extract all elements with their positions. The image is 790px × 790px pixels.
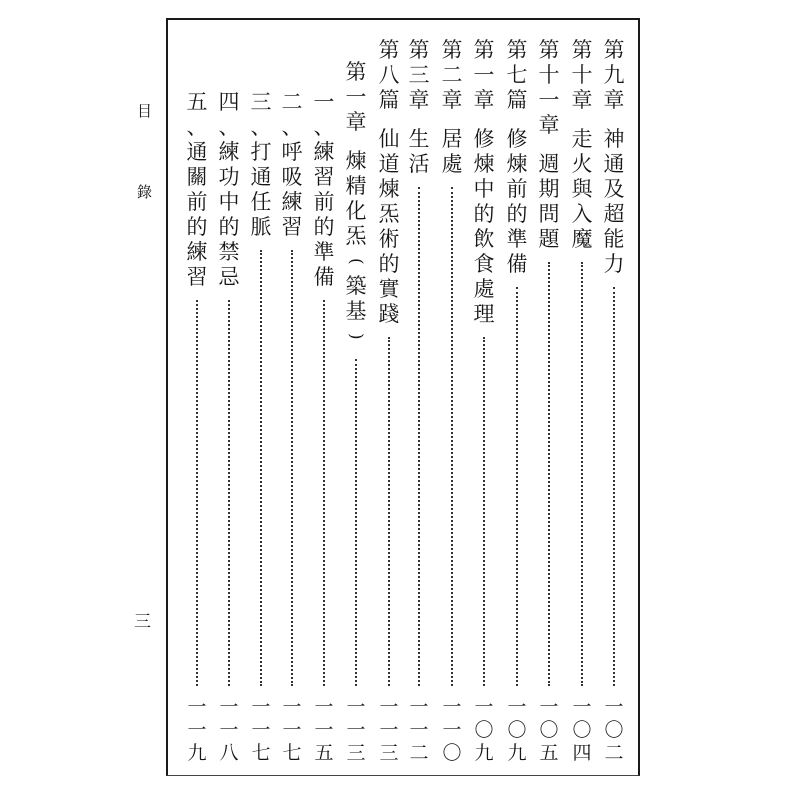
toc-text	[438, 38, 466, 177]
dot-leader	[483, 337, 487, 686]
page-number-char: 一	[314, 719, 334, 741]
toc-title-char: 活	[408, 152, 430, 176]
dot-leader	[581, 262, 585, 686]
toc-title-char: 食	[473, 252, 495, 276]
toc-title-char: 備	[506, 252, 528, 276]
page-number-char: 一	[219, 696, 239, 718]
dot-leader	[291, 250, 295, 686]
page-number-char: 一	[474, 696, 494, 718]
toc-title-char: 五	[186, 90, 208, 114]
toc-entry[interactable]	[375, 0, 403, 790]
toc-label-char: 十	[571, 63, 593, 87]
toc-title-char: 魔	[571, 227, 593, 251]
toc-title-char: 居	[441, 127, 463, 151]
toc-title-char: 踐	[378, 302, 400, 326]
page-number-char: 一	[409, 719, 429, 741]
page-number-char: 七	[251, 742, 271, 764]
toc-title	[405, 127, 433, 177]
toc-title-char: 煉	[473, 152, 495, 176]
toc-label-char: 章	[603, 88, 625, 112]
toc-title-char: 、	[250, 115, 272, 139]
page-number-char: 八	[219, 742, 239, 764]
toc-title-char: 處	[473, 277, 495, 301]
toc-label-char: 八	[378, 63, 400, 87]
toc-title	[503, 127, 531, 277]
page-number-char: 〇	[474, 719, 494, 741]
toc-title-char: 練	[313, 140, 335, 164]
toc-title-char: 呼	[281, 140, 303, 164]
toc-title-char: 修	[473, 127, 495, 151]
toc-entry[interactable]	[278, 0, 306, 790]
toc-title	[438, 127, 466, 177]
page-number-char: 九	[474, 742, 494, 764]
toc-label-char: 第	[408, 38, 430, 62]
toc-text	[568, 38, 596, 252]
toc-text	[278, 90, 306, 240]
toc-title	[247, 90, 275, 240]
toc-title-char: 二	[281, 90, 303, 114]
toc-title-char: 週	[538, 152, 560, 176]
toc-title	[375, 127, 403, 327]
toc-title-char: 、	[313, 115, 335, 139]
toc-title-char: 處	[441, 152, 463, 176]
page-number-char: 一	[187, 719, 207, 741]
toc-title-char: 炁	[345, 224, 367, 248]
page-number-char: 一	[346, 719, 366, 741]
running-head-char: 錄	[137, 183, 153, 201]
toc-label-char: 章	[538, 113, 560, 137]
toc-label	[568, 38, 596, 113]
toc-title-char: 前	[313, 190, 335, 214]
page-number-char: 〇	[442, 742, 462, 764]
toc-title-char: 術	[378, 227, 400, 251]
page-number-char: 〇	[507, 719, 527, 741]
toc-title-char: 仙	[378, 127, 400, 151]
toc-title-char: 四	[218, 90, 240, 114]
toc-title-char: 的	[313, 215, 335, 239]
toc-label-char: 第	[571, 38, 593, 62]
toc-title-char: 修	[506, 127, 528, 151]
toc-entry[interactable]	[600, 0, 628, 790]
toc-entry[interactable]	[438, 0, 466, 790]
toc-title	[215, 90, 243, 290]
dot-leader	[196, 300, 200, 686]
toc-label	[470, 38, 498, 113]
toc-title	[535, 152, 563, 252]
page-number-char: 一	[604, 696, 624, 718]
page-number-char: 三	[346, 742, 366, 764]
page-number-char: 四	[572, 742, 592, 764]
toc-page-number	[375, 696, 403, 765]
dot-leader	[516, 287, 520, 686]
toc-title-char: 問	[538, 202, 560, 226]
page-number-char: 一	[314, 696, 334, 718]
toc-title-char: 、	[186, 115, 208, 139]
toc-title-char: 三	[250, 90, 272, 114]
toc-text	[247, 90, 275, 240]
toc-text	[470, 38, 498, 327]
toc-title	[310, 90, 338, 290]
toc-title-char: 煉	[378, 177, 400, 201]
toc-title-char: 練	[218, 140, 240, 164]
dot-leader	[418, 187, 422, 686]
toc-title-char: 道	[378, 152, 400, 176]
toc-title-char: 火	[571, 152, 593, 176]
toc-title-char: 與	[571, 177, 593, 201]
toc-label-char: 一	[538, 88, 560, 112]
toc-title-char: 題	[538, 227, 560, 251]
toc-page-number	[600, 696, 628, 765]
toc-label-char: 章	[571, 88, 593, 112]
toc-entry[interactable]	[310, 0, 338, 790]
page-number-char: 一	[346, 696, 366, 718]
toc-title-char: 習	[313, 165, 335, 189]
page-number-char: 一	[282, 719, 302, 741]
toc-title-char: 煉	[506, 152, 528, 176]
toc-label	[342, 60, 370, 135]
toc-title-char: 煉	[345, 149, 367, 173]
page-number-char: 一	[379, 719, 399, 741]
toc-page-number	[535, 696, 563, 765]
toc-text	[503, 38, 531, 277]
toc-title-char: 的	[378, 252, 400, 276]
dot-leader	[260, 250, 264, 686]
page-number: 三	[134, 612, 151, 632]
toc-title-char: (	[346, 258, 366, 265]
toc-text	[600, 38, 628, 277]
toc-label-char: 第	[473, 38, 495, 62]
toc-label-char: 第	[441, 38, 463, 62]
toc-label	[503, 38, 531, 113]
toc-title-char: 練	[281, 190, 303, 214]
dot-leader	[451, 187, 455, 686]
toc-title-char: 超	[603, 202, 625, 226]
toc-text	[310, 90, 338, 290]
page-number-char: 〇	[604, 719, 624, 741]
toc-label	[405, 38, 433, 113]
toc-page-number	[247, 696, 275, 765]
page-number-char: 一	[282, 696, 302, 718]
toc-entry[interactable]	[503, 0, 531, 790]
toc-title-char: 一	[313, 90, 335, 114]
page-number-char: 一	[251, 719, 271, 741]
page-number-char: 二	[604, 742, 624, 764]
toc-label-char: 第	[345, 60, 367, 84]
toc-label	[438, 38, 466, 113]
toc-page-number	[183, 696, 211, 765]
toc-label-char: 章	[408, 88, 430, 112]
toc-title	[600, 127, 628, 277]
running-head-char: 目	[137, 102, 153, 120]
page-number-char: 〇	[572, 719, 592, 741]
toc-label-char: 二	[441, 63, 463, 87]
toc-entry[interactable]	[215, 0, 243, 790]
page-number-char: 一	[539, 696, 559, 718]
toc-title-char: 備	[313, 265, 335, 289]
toc-entry[interactable]	[470, 0, 498, 790]
toc-title-char: 入	[571, 202, 593, 226]
page-number-char: 一	[572, 696, 592, 718]
toc-title-char: 的	[506, 202, 528, 226]
toc-label-char: 第	[603, 38, 625, 62]
toc-title-char: 、	[218, 115, 240, 139]
page-number-char: 〇	[539, 719, 559, 741]
page-number-char: 一	[442, 696, 462, 718]
toc-title-char: 的	[473, 202, 495, 226]
toc-page-number	[568, 696, 596, 765]
toc-title-char: )	[346, 333, 366, 340]
toc-title-char: 化	[345, 199, 367, 223]
dot-leader	[323, 300, 327, 686]
page-number-char: 七	[282, 742, 302, 764]
dot-leader	[613, 287, 617, 686]
toc-title-char: 及	[603, 177, 625, 201]
toc-title-char: 任	[250, 190, 272, 214]
toc-title-char: 功	[218, 165, 240, 189]
page-number-char: 一	[507, 696, 527, 718]
toc-title-char: 準	[313, 240, 335, 264]
toc-label-char: 第	[378, 38, 400, 62]
toc-entry[interactable]	[405, 0, 433, 790]
toc-label	[600, 38, 628, 113]
toc-title-char: 忌	[218, 265, 240, 289]
toc-text	[535, 38, 563, 252]
toc-title	[568, 127, 596, 252]
toc-label-char: 十	[538, 63, 560, 87]
page-number-char: 一	[379, 696, 399, 718]
toc-title-char: 通	[186, 140, 208, 164]
toc-title-char: 關	[186, 165, 208, 189]
toc-title	[183, 90, 211, 290]
toc-title	[342, 149, 370, 349]
toc-page-number	[215, 696, 243, 765]
toc-label-char: 章	[473, 88, 495, 112]
toc-title-char: 習	[281, 215, 303, 239]
toc-title-char: 飲	[473, 227, 495, 251]
page-number-char: 一	[442, 719, 462, 741]
page-number-char: 一	[251, 696, 271, 718]
toc-label-char: 一	[345, 85, 367, 109]
toc-title-char: 期	[538, 177, 560, 201]
toc-title-char: 通	[250, 165, 272, 189]
toc-title-char: 中	[218, 190, 240, 214]
toc-label-char: 一	[473, 63, 495, 87]
toc-title-char: 築	[345, 274, 367, 298]
toc-title-char: 神	[603, 127, 625, 151]
toc-label-char: 三	[408, 63, 430, 87]
toc-title-char: 生	[408, 127, 430, 151]
toc-title-char: 實	[378, 277, 400, 301]
page-number-char: 一	[187, 696, 207, 718]
toc-entry[interactable]	[535, 0, 563, 790]
toc-title-char: 脈	[250, 215, 272, 239]
toc-title-char: 前	[186, 190, 208, 214]
toc-label-char: 第	[538, 38, 560, 62]
toc-label-char: 第	[506, 38, 528, 62]
dot-leader	[388, 337, 392, 686]
toc-label-char: 章	[345, 110, 367, 134]
page-number-char: 九	[187, 742, 207, 764]
toc-text	[183, 90, 211, 290]
toc-title-char: 吸	[281, 165, 303, 189]
dot-leader	[228, 300, 232, 686]
toc-label-char: 九	[603, 63, 625, 87]
toc-entry[interactable]	[568, 0, 596, 790]
toc-title-char: 習	[186, 265, 208, 289]
toc-page-number	[438, 696, 466, 765]
toc-title	[278, 90, 306, 240]
toc-label	[535, 38, 563, 138]
toc-label	[375, 38, 403, 113]
page-number-char: 一	[219, 719, 239, 741]
toc-title-char: 的	[218, 215, 240, 239]
toc-title-char: 精	[345, 174, 367, 198]
toc-entry[interactable]	[183, 0, 211, 790]
toc-title-char: 中	[473, 177, 495, 201]
toc-label-char: 章	[441, 88, 463, 112]
page-number-char: 五	[539, 742, 559, 764]
toc-title-char: 基	[345, 299, 367, 323]
page-number-char: 一	[409, 696, 429, 718]
toc-label-char: 篇	[506, 88, 528, 112]
page-number-char: 九	[507, 742, 527, 764]
page-number-char: 二	[409, 742, 429, 764]
running-head	[137, 104, 152, 200]
toc-page-number	[342, 696, 370, 765]
toc-text	[342, 60, 370, 349]
toc-label-char: 七	[506, 63, 528, 87]
page-number-char: 三	[379, 742, 399, 764]
toc-title-char: 通	[603, 152, 625, 176]
toc-entry[interactable]	[342, 0, 370, 790]
toc-page-number	[405, 696, 433, 765]
toc-title-char: 走	[571, 127, 593, 151]
toc-page-number	[503, 696, 531, 765]
toc-title-char: 力	[603, 252, 625, 276]
toc-title-char: 打	[250, 140, 272, 164]
toc-page-number	[310, 696, 338, 765]
toc-title-char: 準	[506, 227, 528, 251]
dot-leader	[355, 359, 359, 686]
toc-title	[470, 127, 498, 327]
toc-title-char: 、	[281, 115, 303, 139]
toc-title-char: 理	[473, 302, 495, 326]
toc-text	[215, 90, 243, 290]
toc-title-char: 禁	[218, 240, 240, 264]
toc-entry[interactable]	[247, 0, 275, 790]
dot-leader	[548, 262, 552, 686]
toc-page-number	[470, 696, 498, 765]
page-number-char: 五	[314, 742, 334, 764]
toc-title-char: 的	[186, 215, 208, 239]
toc-title-char: 前	[506, 177, 528, 201]
toc-label-char: 篇	[378, 88, 400, 112]
toc-text	[375, 38, 403, 327]
toc-title-char: 能	[603, 227, 625, 251]
toc-title-char: 炁	[378, 202, 400, 226]
toc-page-number	[278, 696, 306, 765]
toc-title-char: 練	[186, 240, 208, 264]
toc-text	[405, 38, 433, 177]
